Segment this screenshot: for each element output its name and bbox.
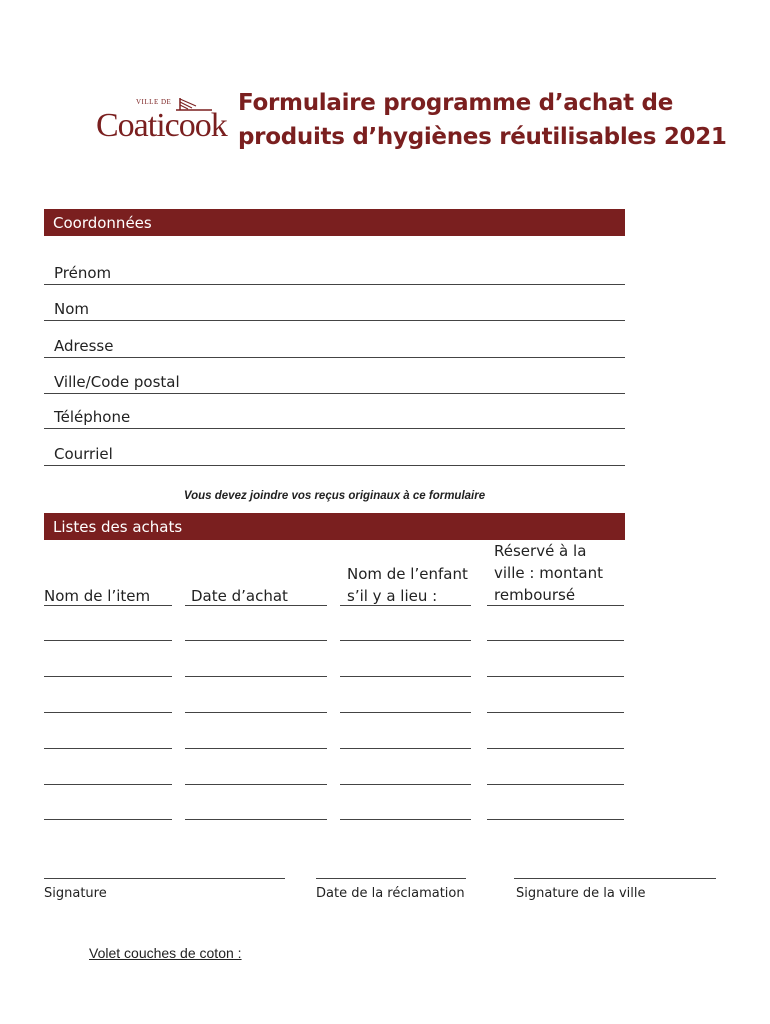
row-montant-line[interactable] xyxy=(487,712,624,713)
section-coordonnees-header: Coordonnées xyxy=(44,209,625,236)
col-enfant-header-line-2: s’il y a lieu : xyxy=(347,587,438,605)
col-enfant-header-underline xyxy=(340,605,471,606)
volet-couches-heading: Volet couches de coton : xyxy=(89,945,242,961)
row-montant-line[interactable] xyxy=(487,784,624,785)
col-ville-header xyxy=(494,540,603,606)
col-ville-header-line-1: Réservé à la xyxy=(494,542,587,560)
row-montant-line[interactable] xyxy=(487,748,624,749)
title-line-2: produits d’hygiènes réutilisables 2021 xyxy=(238,124,727,150)
receipts-notice: Vous devez joindre vos reçus originaux à ce formulaire xyxy=(183,490,486,502)
row-date-line[interactable] xyxy=(185,784,327,785)
row-montant-line[interactable] xyxy=(487,640,624,641)
row-montant-line[interactable] xyxy=(487,819,624,820)
prenom-field[interactable] xyxy=(44,261,625,285)
row-enfant-line[interactable] xyxy=(340,784,471,785)
courriel-label: Courriel xyxy=(54,445,113,463)
col-item-header: Nom de l’item xyxy=(44,587,151,605)
row-date-line[interactable] xyxy=(185,676,327,677)
row-item-line[interactable] xyxy=(44,676,172,677)
row-date-line[interactable] xyxy=(185,819,327,820)
nom-field[interactable] xyxy=(44,297,625,321)
col-date-header: Date d’achat xyxy=(191,587,288,605)
telephone-label: Téléphone xyxy=(54,408,131,426)
ville-code-postal-field[interactable] xyxy=(44,370,625,394)
logo-name: Coaticook xyxy=(96,107,227,144)
col-item-header-underline xyxy=(44,605,172,606)
signature-ville-label: Signature de la ville xyxy=(516,886,646,901)
row-date-line[interactable] xyxy=(185,640,327,641)
row-date-line[interactable] xyxy=(185,748,327,749)
col-enfant-header-line-1: Nom de l’enfant xyxy=(347,565,468,583)
ville-code-postal-label: Ville/Code postal xyxy=(54,373,180,391)
title-line-1: Formulaire programme d’achat de xyxy=(238,90,673,116)
row-enfant-line[interactable] xyxy=(340,819,471,820)
col-date-header-underline xyxy=(185,605,327,606)
row-item-line[interactable] xyxy=(44,712,172,713)
nom-label: Nom xyxy=(54,300,90,318)
telephone-field[interactable] xyxy=(44,405,625,429)
date-reclamation-label: Date de la réclamation xyxy=(316,886,465,901)
row-item-line[interactable] xyxy=(44,748,172,749)
row-date-line[interactable] xyxy=(185,712,327,713)
coaticook-logo xyxy=(96,96,226,152)
date-reclamation-line[interactable] xyxy=(316,878,466,879)
row-item-line[interactable] xyxy=(44,784,172,785)
adresse-label: Adresse xyxy=(54,337,114,355)
adresse-field[interactable] xyxy=(44,334,625,358)
logo-ville-text: VILLE DE xyxy=(136,98,172,106)
row-item-line[interactable] xyxy=(44,819,172,820)
row-enfant-line[interactable] xyxy=(340,748,471,749)
page-title xyxy=(238,86,738,154)
col-ville-header-line-3: remboursé xyxy=(494,586,576,604)
col-ville-header-underline xyxy=(487,605,624,606)
signature-ville-line[interactable] xyxy=(514,878,716,879)
signature-label: Signature xyxy=(44,886,107,901)
signature-line[interactable] xyxy=(44,878,285,879)
row-enfant-line[interactable] xyxy=(340,712,471,713)
row-enfant-line[interactable] xyxy=(340,676,471,677)
row-enfant-line[interactable] xyxy=(340,640,471,641)
row-item-line[interactable] xyxy=(44,640,172,641)
section-achats-header: Listes des achats xyxy=(44,513,625,540)
col-enfant-header xyxy=(347,563,468,607)
prenom-label: Prénom xyxy=(54,264,112,282)
row-montant-line[interactable] xyxy=(487,676,624,677)
courriel-field[interactable] xyxy=(44,442,625,466)
col-ville-header-line-2: ville : montant xyxy=(494,564,603,582)
